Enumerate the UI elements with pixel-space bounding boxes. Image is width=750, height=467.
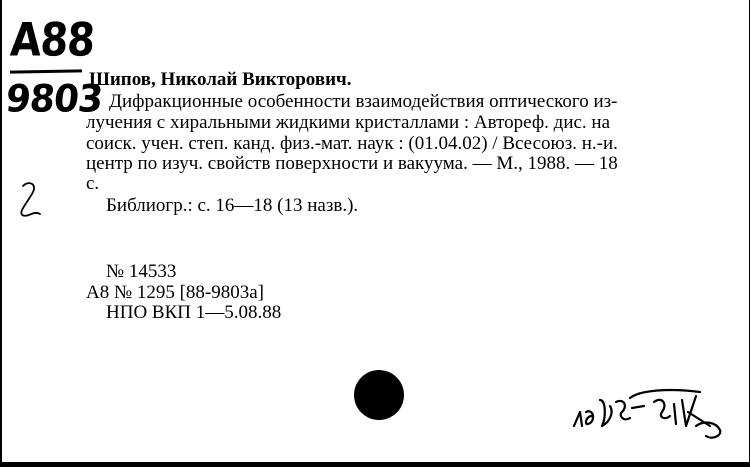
title-line-3: соиск. учен. степ. канд. физ.-мат. наук : (01.04.02) / Всесоюз. н.-и. (86, 133, 618, 154)
a8-reference: А8 № 1295 [88-9803а] (86, 282, 265, 303)
card-bottom-edge (0, 462, 750, 467)
punch-hole (354, 370, 404, 420)
bibliography-note: Библиогр.: с. 16—18 (13 назв.). (106, 195, 359, 216)
author-heading: Шипов, Николай Викторович. (89, 69, 352, 90)
call-number-top: А88 (8, 14, 96, 67)
title-line-1: Дифракционные особенности взаимодействия оптического из- (109, 91, 618, 112)
handwritten-stamp (570, 382, 740, 452)
title-line-4: центр по изуч. свойств поверхности и вакуума. — М., 1988. — 18 (86, 153, 618, 174)
call-number-divider (10, 69, 82, 73)
npo-vkp-line: НПО ВКП 1—5.08.88 (106, 302, 282, 323)
title-line-5: с. (86, 173, 100, 194)
handwritten-mark (17, 180, 43, 220)
call-number-bottom: 9803 (3, 78, 105, 122)
card-left-edge (0, 0, 2, 467)
accession-number: № 14533 (106, 261, 177, 282)
title-line-2: лучения с хиральными жидкими кристаллами : Автореф. дис. на (86, 112, 611, 133)
